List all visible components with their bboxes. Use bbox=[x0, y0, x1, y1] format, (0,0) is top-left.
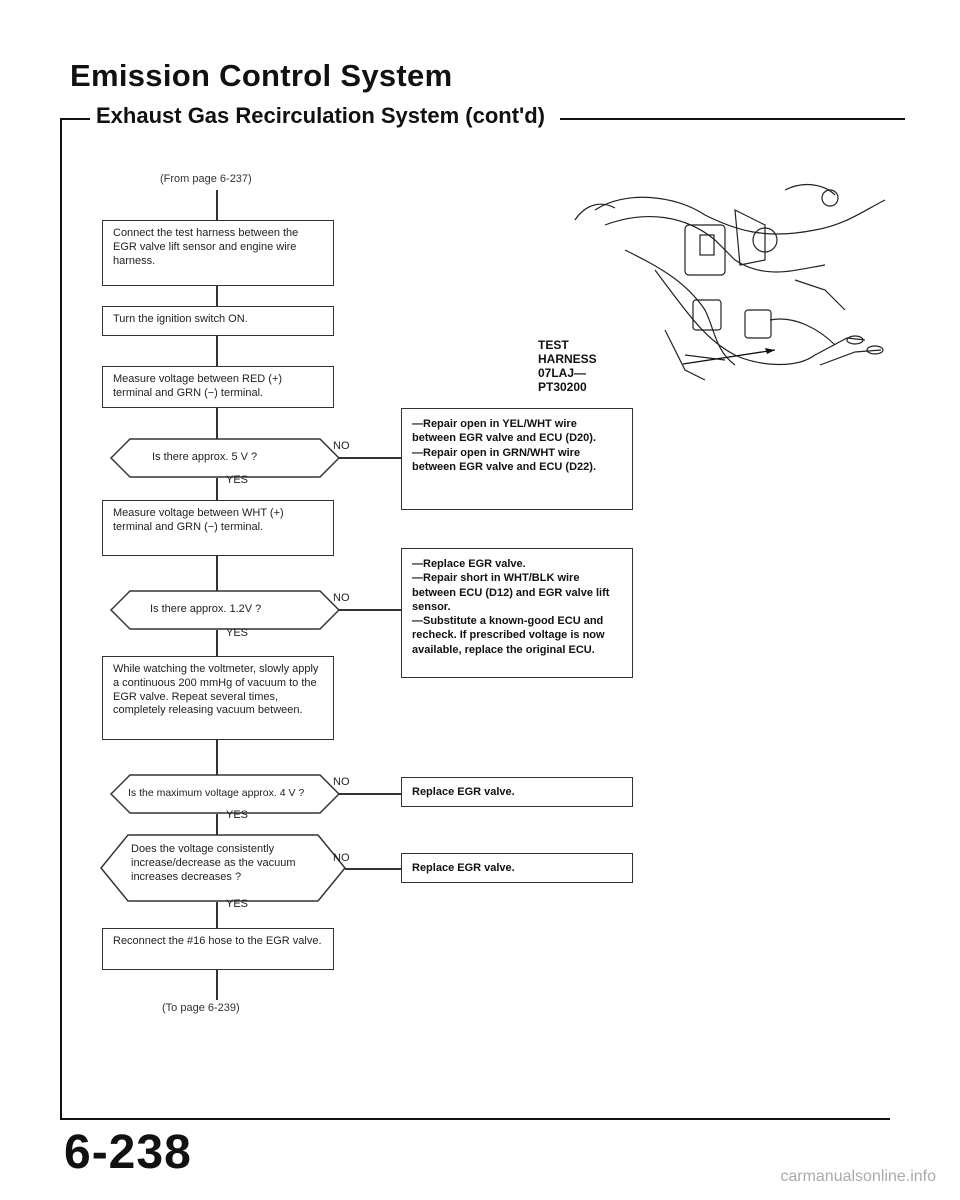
callout-test: TEST bbox=[538, 338, 569, 352]
remedy-replace-valve-short: —Replace EGR valve. —Repair short in WHT/BLK wire between ECU (D12) and EGR valve lift sensor. —Substitute a known-good ECU and recheck. If prescribed voltage is now available, replace the original ECU. bbox=[401, 548, 633, 678]
step-reconnect-hose: Reconnect the #16 hose to the EGR valve. bbox=[102, 928, 334, 970]
step-measure-wht-grn: Measure voltage between WHT (+) terminal and GRN (−) terminal. bbox=[102, 500, 334, 556]
connector bbox=[345, 868, 401, 870]
section-subtitle: Exhaust Gas Recirculation System (cont'd) bbox=[96, 103, 546, 128]
yes-label: YES bbox=[226, 898, 249, 910]
connector bbox=[216, 740, 218, 776]
remedy-open-wires: —Repair open in YEL/WHT wire between EGR valve and ECU (D20). —Repair open in GRN/WHT wire between EGR valve and ECU (D22). bbox=[401, 408, 633, 510]
connector bbox=[216, 970, 218, 1000]
frame-bottom-rule bbox=[60, 1118, 890, 1120]
decision-max-4v: Is the maximum voltage approx. 4 V ? bbox=[128, 787, 305, 799]
page-title: Emission Control System bbox=[70, 58, 453, 93]
connector bbox=[216, 190, 218, 220]
remedy-replace-valve-1: Replace EGR valve. bbox=[401, 777, 633, 807]
decision-1-2v: Is there approx. 1.2V ? bbox=[150, 603, 262, 615]
connector bbox=[339, 457, 401, 459]
step-apply-vacuum: While watching the voltmeter, slowly apply a continuous 200 mmHg of vacuum to the EGR valve. Repeat several times, completely releasing vacuum between. bbox=[102, 656, 334, 740]
connector bbox=[339, 793, 401, 795]
frame-top-right bbox=[560, 118, 905, 120]
connector bbox=[216, 902, 218, 928]
yes-label: YES bbox=[226, 627, 249, 639]
frame-top-left bbox=[60, 118, 90, 120]
connector bbox=[216, 286, 218, 306]
step-connect-harness: Connect the test harness between the EGR valve lift sensor and engine wire harness. bbox=[102, 220, 334, 286]
no-label: NO bbox=[333, 776, 350, 788]
connector bbox=[216, 408, 218, 440]
to-page-note: (To page 6-239) bbox=[162, 1002, 240, 1014]
connector bbox=[339, 609, 401, 611]
connector bbox=[216, 630, 218, 656]
watermark: carmanualsonline.info bbox=[780, 1168, 936, 1185]
step-measure-red-grn: Measure voltage between RED (+) terminal and GRN (−) terminal. bbox=[102, 366, 334, 408]
yes-label: YES bbox=[226, 809, 249, 821]
callout-harness: HARNESS bbox=[538, 352, 597, 366]
connector bbox=[216, 478, 218, 500]
no-label: NO bbox=[333, 440, 350, 452]
from-page-note: (From page 6-237) bbox=[160, 173, 252, 185]
step-ignition-on: Turn the ignition switch ON. bbox=[102, 306, 334, 336]
connector bbox=[216, 336, 218, 366]
page-number: 6-238 bbox=[64, 1126, 192, 1179]
remedy-replace-valve-2: Replace EGR valve. bbox=[401, 853, 633, 883]
callout-part-2: PT30200 bbox=[538, 380, 587, 394]
decision-5v: Is there approx. 5 V ? bbox=[152, 451, 258, 463]
decision-consistent: Does the voltage consistently increase/decrease as the vacuum increases decreases ? bbox=[131, 843, 296, 883]
no-label: NO bbox=[333, 592, 350, 604]
callout-part-1: 07LAJ— bbox=[538, 366, 587, 380]
test-harness-illustration bbox=[565, 170, 895, 390]
no-label: NO bbox=[333, 852, 350, 864]
frame-left-rule bbox=[60, 118, 62, 1118]
yes-label: YES bbox=[226, 474, 249, 486]
connector bbox=[216, 814, 218, 836]
